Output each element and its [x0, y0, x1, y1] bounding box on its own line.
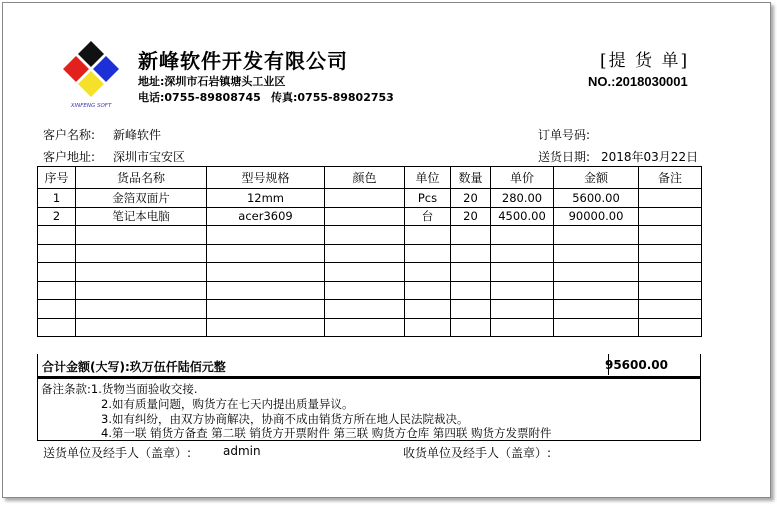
col-product-name-cell	[76, 244, 207, 263]
col-amount-cell: 90000.00	[554, 207, 639, 226]
delivery-note	[2, 2, 771, 498]
company-fax: 传真:0755-89802753	[271, 91, 394, 104]
document-title: [提 货 单]	[600, 51, 690, 71]
col-amount-cell	[554, 300, 639, 319]
table-header-quantity: 数量	[451, 167, 491, 189]
col-unit-price-cell: 4500.00	[491, 207, 554, 226]
col-unit-cell: Pcs	[405, 189, 451, 208]
col-model-cell	[207, 263, 325, 282]
col-index-cell	[38, 244, 76, 263]
receiver-label: 收货单位及经手人（盖章）:	[403, 446, 552, 460]
col-amount-cell: 5600.00	[554, 189, 639, 208]
col-color-cell	[325, 300, 405, 319]
col-product-name-cell	[76, 226, 207, 245]
col-model-cell	[207, 281, 325, 300]
col-color-cell	[325, 207, 405, 226]
table-header-unit-price: 单价	[491, 167, 554, 189]
col-unit-price-cell	[491, 281, 554, 300]
col-amount-cell	[554, 318, 639, 337]
col-unit-cell	[405, 226, 451, 245]
company-address: 地址:深圳市石岩镇塘头工业区	[138, 75, 286, 88]
col-index-cell: 1	[38, 189, 76, 208]
col-remarks-cell	[639, 207, 702, 226]
col-quantity-cell	[451, 226, 491, 245]
col-quantity-cell: 20	[451, 189, 491, 208]
col-model-cell	[207, 226, 325, 245]
col-unit-price-cell	[491, 263, 554, 282]
col-color-cell	[325, 189, 405, 208]
note-line-2: 2.如有质量问题，购货方在七天内提出质量异议。	[101, 397, 354, 411]
items-table	[37, 166, 702, 337]
table-header-product-name: 货品名称	[76, 167, 207, 189]
col-unit-cell: 台	[405, 207, 451, 226]
order-number-label: 订单号码:	[538, 128, 591, 142]
col-remarks-cell	[639, 263, 702, 282]
col-product-name-cell: 笔记本电脑	[76, 207, 207, 226]
delivery-date: 2018年03月22日	[601, 150, 699, 164]
customer-address: 深圳市宝安区	[113, 150, 186, 164]
table-header-model: 型号规格	[207, 167, 325, 189]
col-quantity-cell	[451, 281, 491, 300]
col-remarks-cell	[639, 281, 702, 300]
col-model-cell: acer3609	[207, 207, 325, 226]
col-product-name-cell	[76, 263, 207, 282]
table-header-row	[38, 167, 702, 189]
col-index-cell	[38, 226, 76, 245]
col-amount-cell	[554, 244, 639, 263]
col-amount-cell	[554, 281, 639, 300]
table-row	[38, 263, 702, 282]
logo-text: XINFENG SOFT	[70, 103, 112, 109]
col-remarks-cell	[639, 300, 702, 319]
note-line-4: 4.第一联 销货方备查 第二联 销货方开票附件 第三联 购货方仓库 第四联 购货方发票附件	[101, 426, 552, 440]
col-color-cell	[325, 244, 405, 263]
col-quantity-cell	[451, 318, 491, 337]
customer-address-label: 客户地址:	[43, 150, 96, 164]
company-phone: 电话:0755-89808745	[138, 91, 261, 104]
col-quantity-cell	[451, 244, 491, 263]
table-body	[38, 189, 702, 337]
table-row	[38, 318, 702, 337]
col-model-cell: 12mm	[207, 189, 325, 208]
col-quantity-cell	[451, 263, 491, 282]
sender-name: admin	[223, 444, 261, 458]
company-logo	[58, 39, 124, 111]
company-name: 新峰软件开发有限公司	[138, 49, 348, 73]
col-remarks-cell	[639, 226, 702, 245]
col-remarks-cell	[639, 189, 702, 208]
col-model-cell	[207, 244, 325, 263]
table-header-remarks: 备注	[639, 167, 702, 189]
col-unit-price-cell	[491, 318, 554, 337]
notes-box	[37, 377, 701, 441]
col-model-cell	[207, 318, 325, 337]
col-unit-cell	[405, 318, 451, 337]
col-product-name-cell	[76, 281, 207, 300]
document-number: NO.:2018030001	[588, 74, 688, 89]
col-quantity-cell: 20	[451, 207, 491, 226]
total-in-words: 合计金额(大写):玖万伍仟陆佰元整	[42, 360, 226, 374]
total-row	[37, 354, 701, 377]
table-row	[38, 207, 702, 226]
table-header-unit: 单位	[405, 167, 451, 189]
col-index-cell: 2	[38, 207, 76, 226]
sender-label: 送货单位及经手人（盖章）:	[43, 446, 192, 460]
col-unit-price-cell: 280.00	[491, 189, 554, 208]
table-row	[38, 281, 702, 300]
col-unit-cell	[405, 263, 451, 282]
col-amount-cell	[554, 263, 639, 282]
total-amount: 95600.00	[604, 358, 668, 372]
col-color-cell	[325, 226, 405, 245]
customer-name-label: 客户名称:	[43, 128, 96, 142]
col-index-cell	[38, 318, 76, 337]
col-product-name-cell: 金箔双面片	[76, 189, 207, 208]
col-unit-price-cell	[491, 300, 554, 319]
col-product-name-cell	[76, 318, 207, 337]
table-header-color: 颜色	[325, 167, 405, 189]
col-color-cell	[325, 281, 405, 300]
table-row	[38, 300, 702, 319]
col-unit-cell	[405, 281, 451, 300]
table-row	[38, 226, 702, 245]
col-remarks-cell	[639, 244, 702, 263]
customer-name: 新峰软件	[113, 128, 162, 142]
col-unit-cell	[405, 244, 451, 263]
col-index-cell	[38, 281, 76, 300]
col-index-cell	[38, 263, 76, 282]
col-color-cell	[325, 318, 405, 337]
table-header-amount: 金额	[554, 167, 639, 189]
col-model-cell	[207, 300, 325, 319]
table-row	[38, 189, 702, 208]
table-row	[38, 244, 702, 263]
note-line-3: 3.如有纠纷，由双方协商解决，协商不成由销货方所在地人民法院裁决。	[101, 412, 469, 426]
col-color-cell	[325, 263, 405, 282]
col-remarks-cell	[639, 318, 702, 337]
col-amount-cell	[554, 226, 639, 245]
col-unit-price-cell	[491, 244, 554, 263]
col-index-cell	[38, 300, 76, 319]
col-quantity-cell	[451, 300, 491, 319]
table-header-index: 序号	[38, 167, 76, 189]
note-line-1: 备注条款:1.货物当面验收交接.	[41, 382, 198, 396]
col-unit-cell	[405, 300, 451, 319]
delivery-date-label: 送货日期:	[538, 150, 591, 164]
col-unit-price-cell	[491, 226, 554, 245]
col-product-name-cell	[76, 300, 207, 319]
